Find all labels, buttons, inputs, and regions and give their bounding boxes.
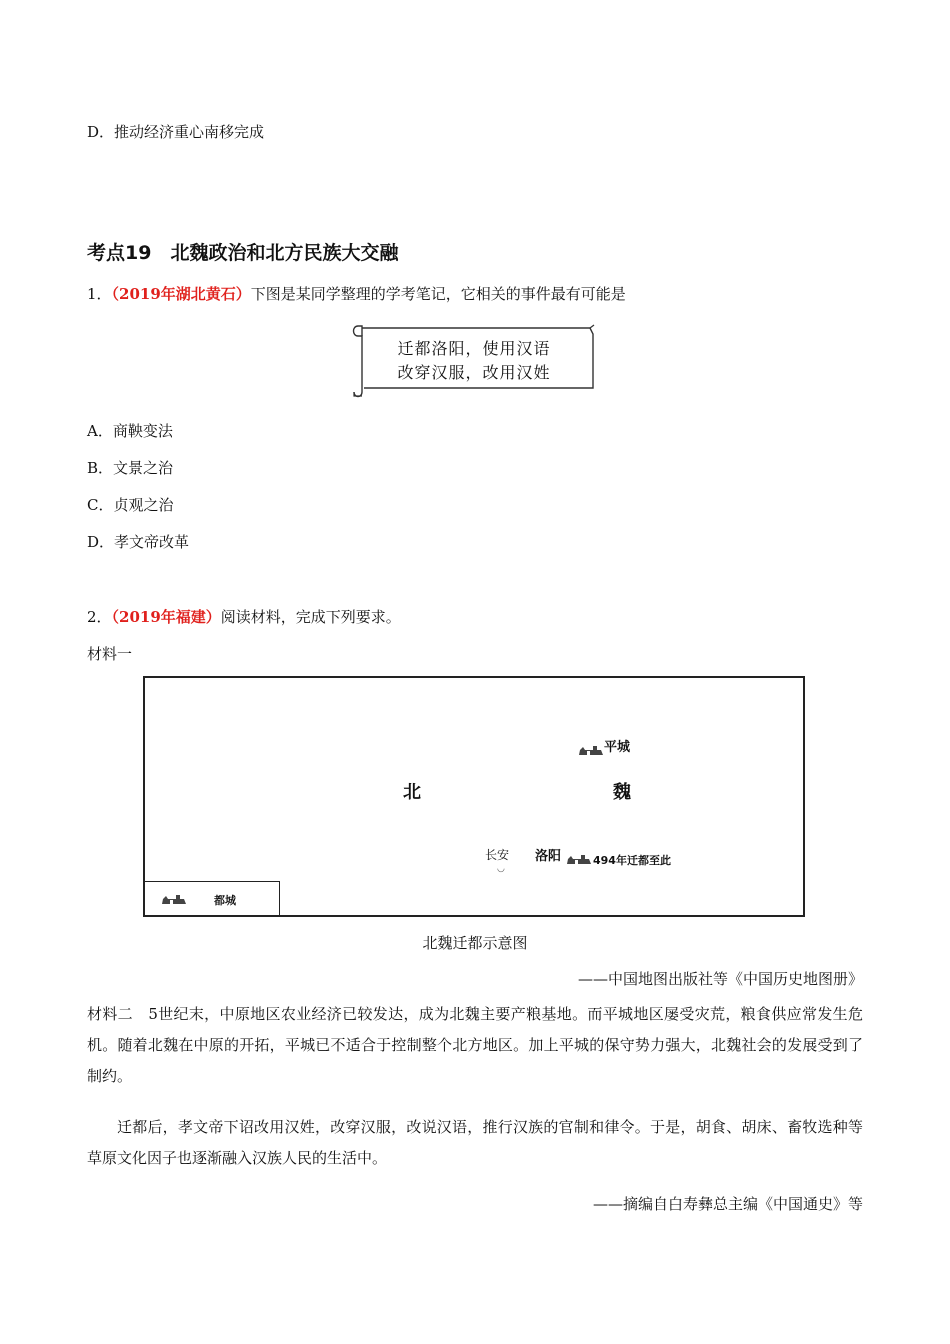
luoyang-label: 洛阳 [535, 849, 562, 864]
q1-stem: 下图是某同学整理的学考笔记，它相关的事件最有可能是 [250, 285, 626, 303]
q1-option-c: C．贞观之治 [87, 496, 174, 514]
map-legend [143, 881, 280, 917]
q1-source: （2019年湖北黄石） [111, 285, 251, 303]
section-title: 考点19 北魏政治和北方民族大交融 [87, 242, 399, 264]
legend-city-icon [160, 892, 188, 906]
pingcheng-city-icon [577, 743, 605, 757]
q2-source: （2019年福建） [111, 608, 221, 626]
q2-stem: 阅读材料，完成下列要求。 [220, 608, 401, 626]
q1-option-b: B．文景之治 [87, 459, 174, 477]
northern-wei-map [143, 676, 805, 917]
changan-marker-icon: ◡ [497, 864, 505, 874]
material1-label: 材料一 [87, 645, 133, 663]
map-source: ——中国地图出版社等《中国历史地图册》 [577, 970, 863, 988]
q1-number: 1． [87, 285, 112, 303]
q1-stem-line [87, 284, 626, 304]
q1-option-a: A．商鞅变法 [87, 422, 173, 440]
prev-option-d: D．推动经济重心南移完成 [87, 123, 265, 141]
q2-stem-line [87, 607, 401, 627]
material2-source: ——摘编自白寿彝总主编《中国通史》等 [592, 1195, 863, 1213]
map-label-wei: 魏 [613, 782, 631, 803]
q2-number: 2． [87, 608, 112, 626]
map-caption: 北魏迁都示意图 [422, 934, 528, 952]
q1-option-d: D．孝文帝改革 [87, 533, 190, 551]
luoyang-city-icon [565, 852, 593, 866]
legend-label: 都城 [214, 894, 236, 907]
map-label-bei: 北 [403, 782, 421, 803]
scroll-line-1: 迁都洛阳，使用汉语 [397, 339, 551, 358]
changan-label: 长安 [485, 848, 510, 862]
relocation-note: 494年迁都至此 [593, 854, 671, 867]
scroll-line-2: 改穿汉服，改用汉姓 [397, 363, 551, 382]
pingcheng-label: 平城 [604, 740, 631, 755]
note-scroll [350, 322, 598, 398]
material2-text: 材料二 5世纪末，中原地区农业经济已较发达，成为北魏主要产粮基地。而平城地区屡受灾荒，粮食供应常发生危机。随着北魏在中原的开拓，平城已不适合于控制整个北方地区。加上平城的保守势力强大，北魏社会的发展受到了制约。 [87, 1005, 863, 1085]
material2-paragraph-2: 迁都后，孝文帝下诏改用汉姓，改穿汉服，改说汉语，推行汉族的官制和律令。于是，胡食、胡床、畜牧选种等草原文化因子也逐渐融入汉族人民的生活中。 [87, 1118, 863, 1167]
